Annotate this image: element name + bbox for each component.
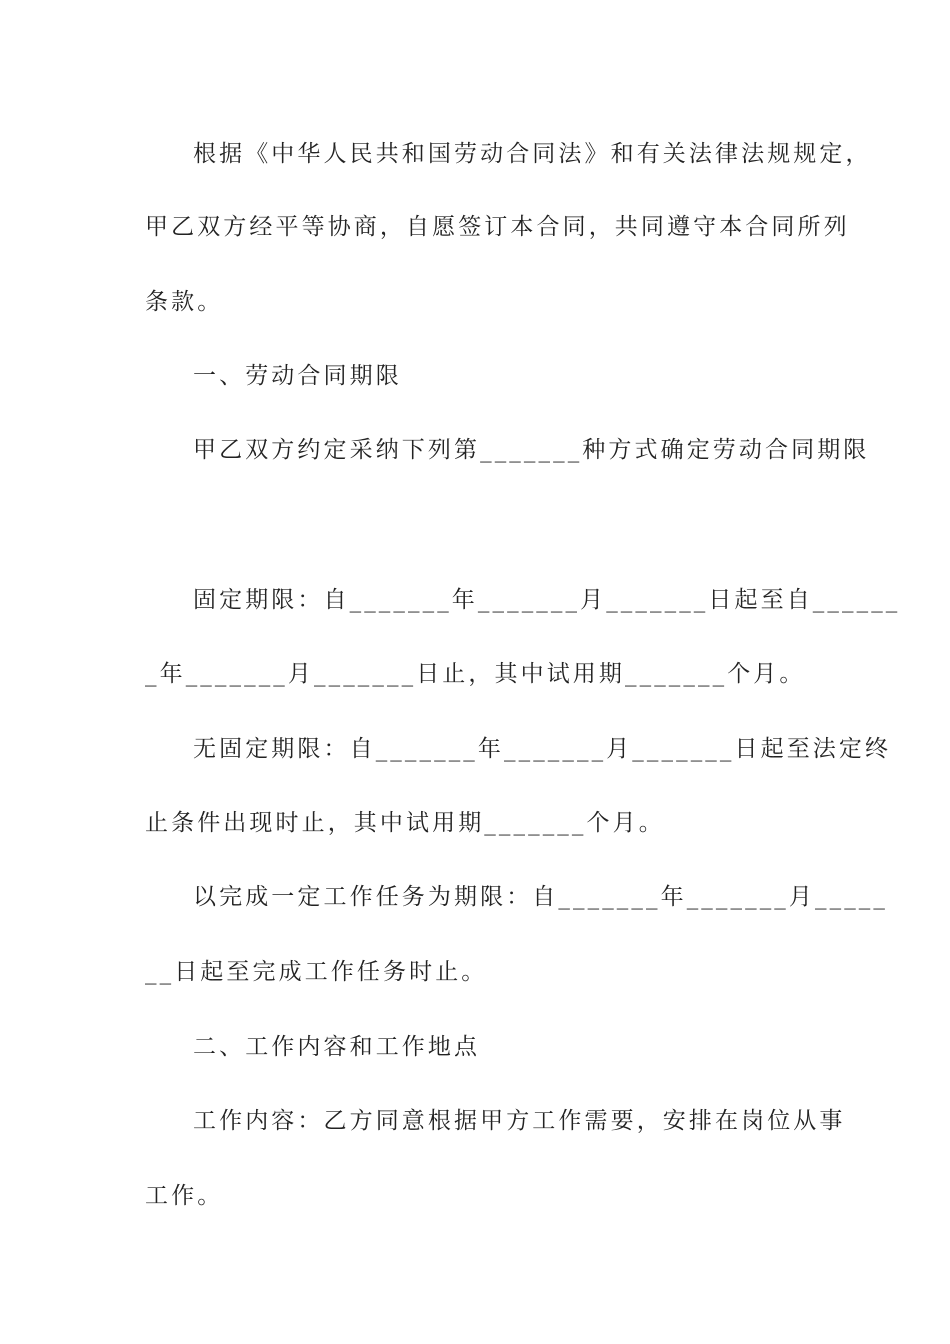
paragraph-line: 根据《中华人民共和国劳动合同法》和有关法律法规规定，	[193, 141, 872, 167]
paragraph-line: 无固定期限：自_______年_______月_______日起至法定终	[193, 736, 892, 762]
paragraph-line: 甲乙双方约定采纳下列第_______种方式确定劳动合同期限	[193, 437, 870, 463]
paragraph-line: 工作。	[145, 1183, 224, 1209]
paragraph-line: __日起至完成工作任务时止。	[145, 959, 488, 985]
paragraph-line: 以完成一定工作任务为期限：自_______年_______月_____	[193, 884, 888, 910]
paragraph-line: 固定期限：自_______年_______月_______日起至自______	[193, 587, 901, 613]
paragraph-line: 止条件出现时止，其中试用期_______个月。	[145, 810, 665, 836]
paragraph-line: _年_______月_______日止，其中试用期_______个月。	[145, 661, 806, 687]
paragraph-line: 工作内容：乙方同意根据甲方工作需要，安排在岗位从事	[193, 1108, 846, 1134]
section-heading: 二、工作内容和工作地点	[193, 1034, 481, 1060]
paragraph-line: 甲乙双方经平等协商，自愿签订本合同，共同遵守本合同所列	[145, 214, 850, 240]
section-heading: 一、劳动合同期限	[193, 363, 402, 389]
paragraph-line: 条款。	[145, 289, 224, 315]
